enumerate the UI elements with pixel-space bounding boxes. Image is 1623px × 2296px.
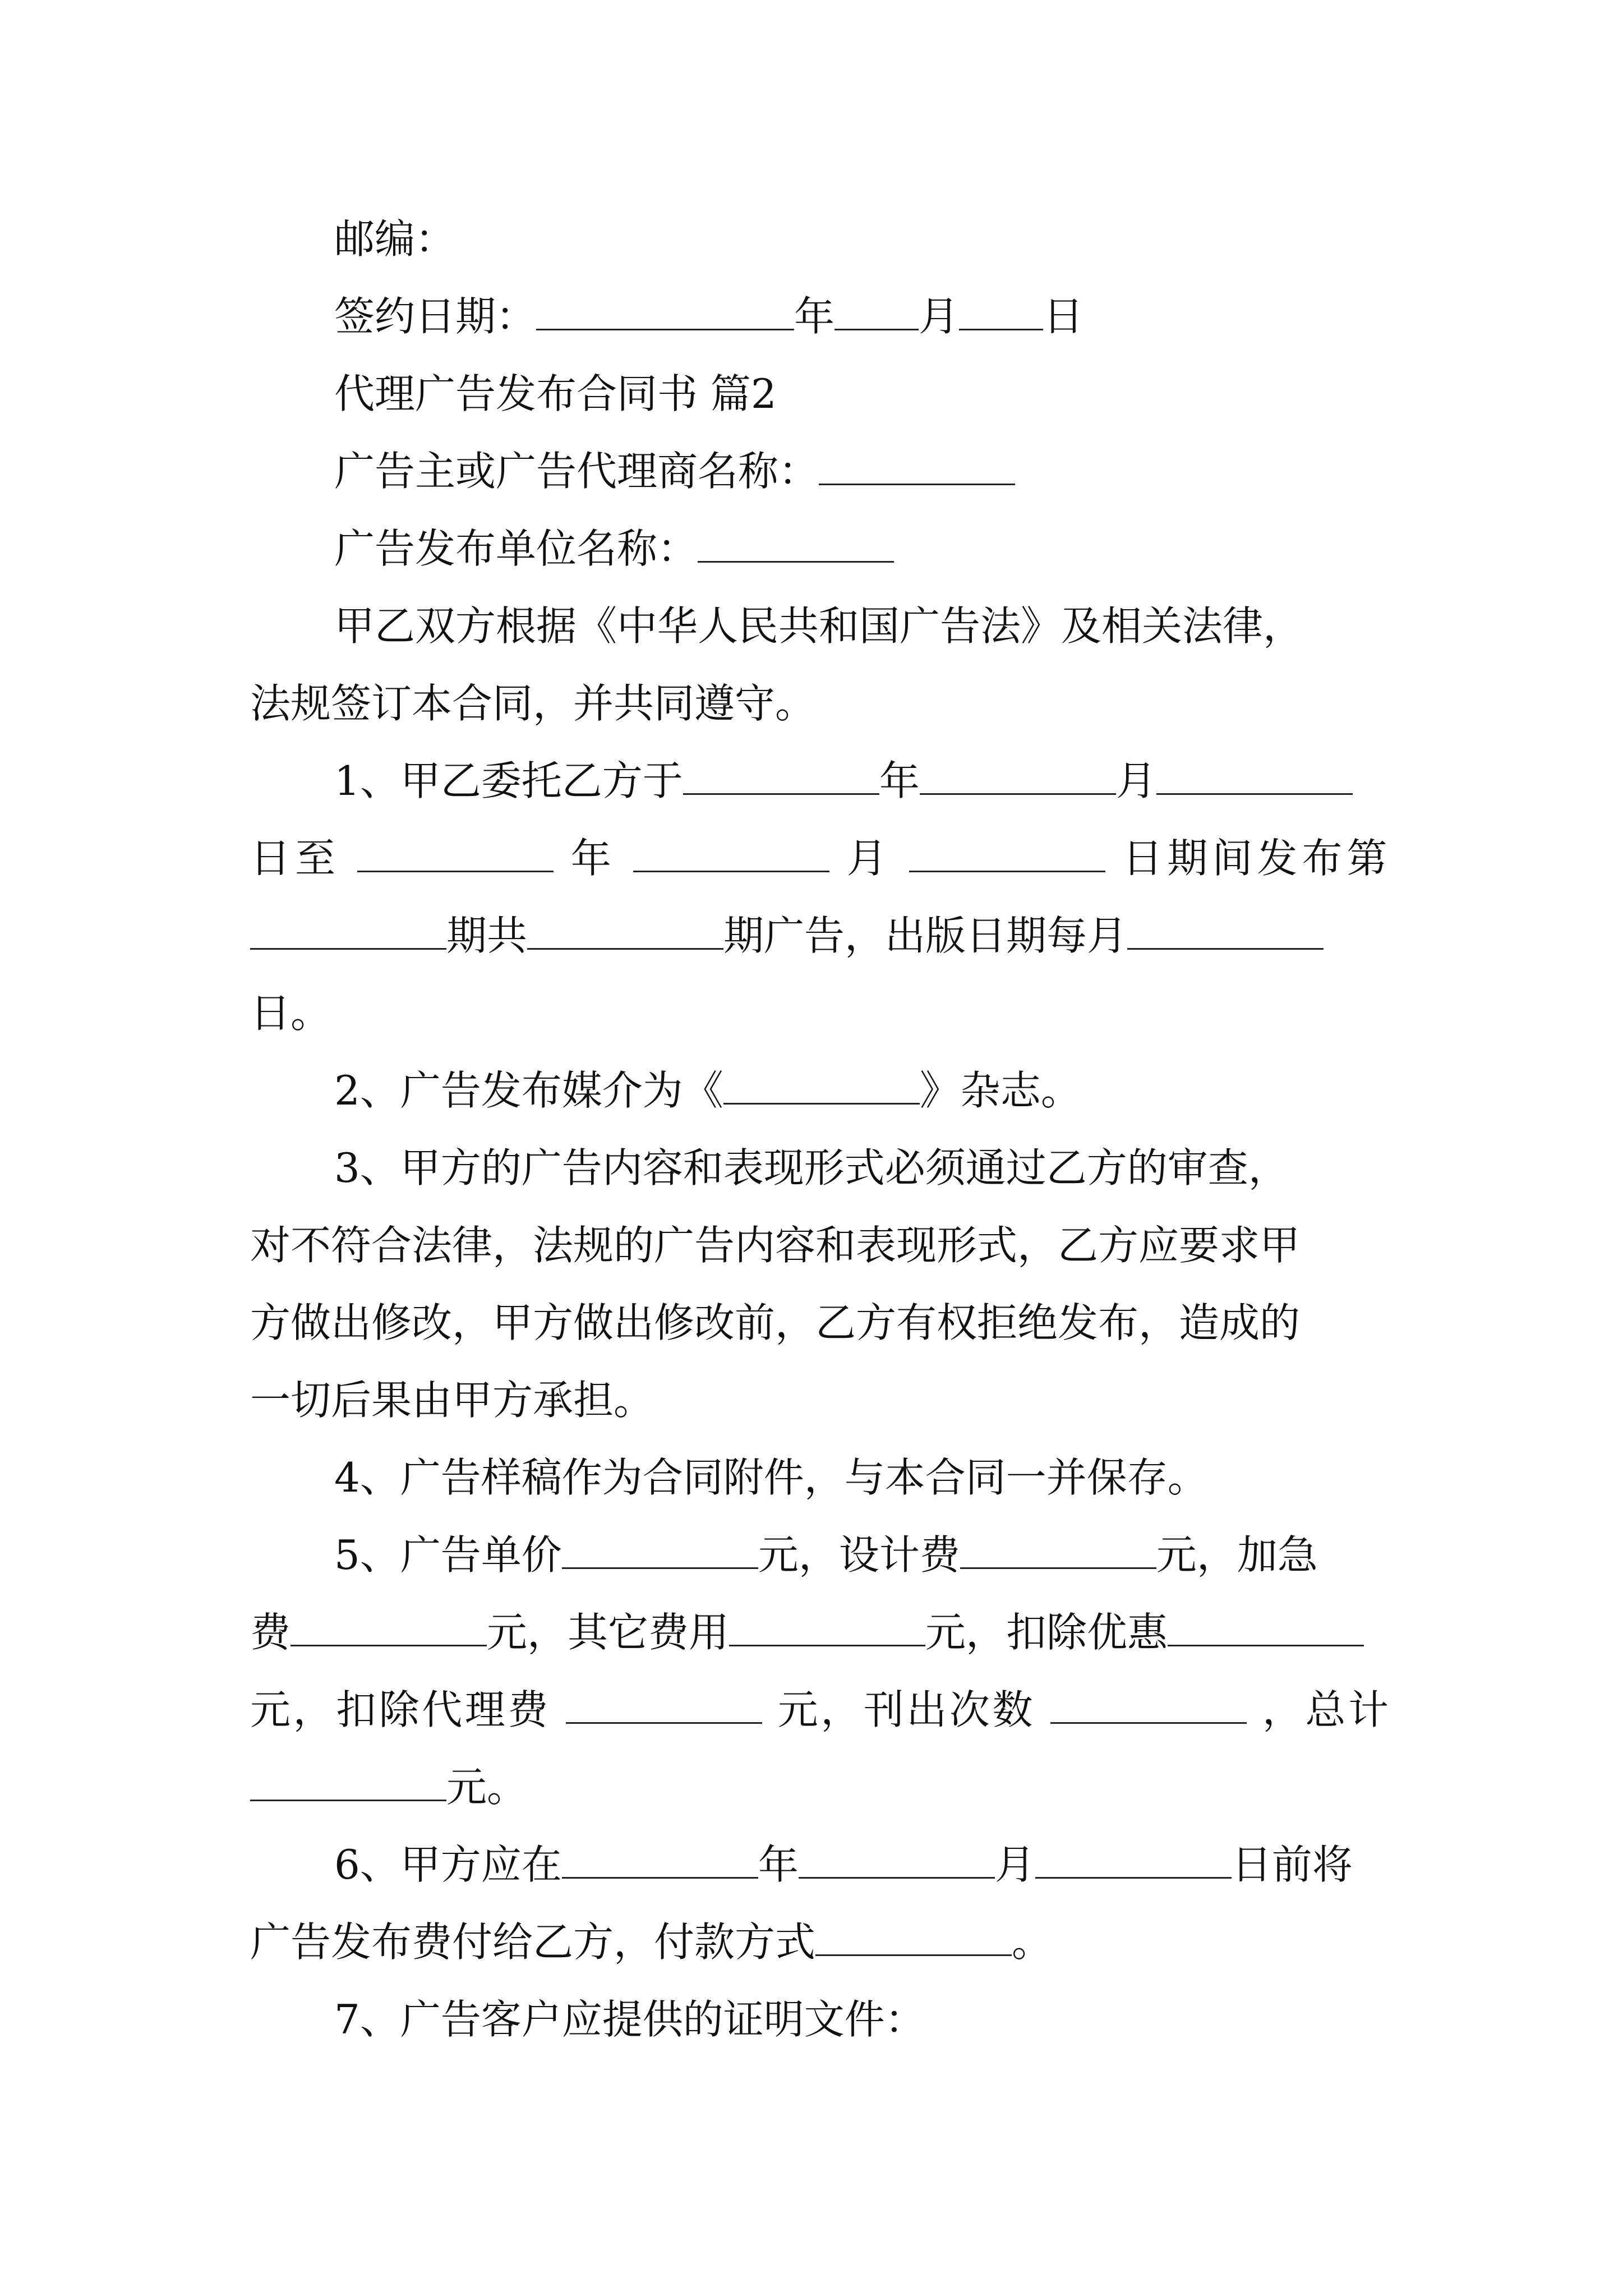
blank-field[interactable] (1156, 756, 1353, 795)
clause-2: 2、广告发布媒介为《 》杂志。 (334, 1067, 1081, 1114)
blank-field[interactable] (834, 292, 919, 330)
clause-1-line-3: 期共 期广告，出版日期每月 (250, 909, 1324, 963)
blank-field[interactable] (698, 524, 894, 563)
clause-5-line-4: 元。 (250, 1760, 527, 1814)
section-title: 代理广告发布合同书 篇2 (334, 370, 777, 417)
blank-field[interactable] (729, 1608, 925, 1646)
text-line: 对不符合法律，法规的广告内容和表现形式，乙方应要求甲 (250, 1222, 1301, 1269)
clause-5-line-2: 费 元，其它费用 元，扣除优惠 (250, 1605, 1364, 1659)
blank-field[interactable] (683, 756, 879, 795)
blank-field[interactable] (960, 1530, 1156, 1569)
clause-6: 6、甲方应在 年 月 日前将 (334, 1841, 1353, 1888)
blank-field[interactable] (920, 756, 1116, 795)
blank-field[interactable] (562, 1530, 758, 1569)
blank-field[interactable] (536, 292, 794, 330)
clause-1-line-2: 日至 年 月 日期间发布第 (250, 835, 1392, 882)
blank-field[interactable] (250, 1763, 446, 1801)
text-line-sign-date: 签约日期： 年 月 日 (334, 293, 1084, 340)
blank-field[interactable] (633, 834, 829, 872)
blank-field[interactable] (1127, 911, 1324, 950)
blank-field[interactable] (1050, 1685, 1247, 1724)
blank-field[interactable] (799, 1840, 995, 1879)
clause-1-line-4: 日。 (250, 990, 331, 1037)
clause-7: 7、广告客户应提供的证明文件： (334, 1996, 925, 2043)
blank-field[interactable] (819, 447, 1015, 485)
blank-field[interactable] (291, 1608, 487, 1646)
blank-field[interactable] (250, 911, 446, 950)
blank-field[interactable] (909, 834, 1105, 872)
clause-1: 1、甲乙委托乙方于 年 月 (334, 754, 1353, 808)
blank-field[interactable] (357, 834, 554, 872)
clause-3: 3、甲方的广告内容和表现形式必须通过乙方的审查， (334, 1144, 1289, 1191)
text-line: 方做出修改，甲方做出修改前，乙方有权拒绝发布，造成的 (250, 1299, 1301, 1346)
clause-6-line-2: 广告发布费付给乙方，付款方式 。 (250, 1918, 1053, 1966)
blank-field[interactable] (723, 1066, 920, 1105)
blank-field[interactable] (566, 1685, 762, 1724)
clause-4: 4、广告样稿作为合同附件，与本合同一并保存。 (334, 1454, 1208, 1501)
blank-field[interactable] (562, 1840, 758, 1879)
text-line-publisher-name: 广告发布单位名称： (334, 522, 894, 576)
text-line: 法规签订本合同，并共同遵守。 (250, 680, 816, 727)
blank-field[interactable] (959, 292, 1043, 330)
text-line: 甲乙双方根据《中华人民共和国广告法》及相关法律， (334, 602, 1304, 650)
text-line: 一切后果由甲方承担。 (250, 1377, 654, 1424)
clause-5: 5、广告单价 元，设计费 元，加急 (334, 1531, 1318, 1579)
blank-field[interactable] (1035, 1840, 1232, 1879)
text-line-postcode: 邮编： (334, 215, 456, 263)
blank-field[interactable] (1168, 1608, 1364, 1646)
blank-field[interactable] (527, 911, 723, 950)
text-line-advertiser-name: 广告主或广告代理商名称： (334, 444, 1015, 498)
clause-5-line-3: 元，扣除代理费 元，刊出次数 ，总计 (250, 1686, 1389, 1733)
blank-field[interactable] (815, 1917, 1012, 1956)
